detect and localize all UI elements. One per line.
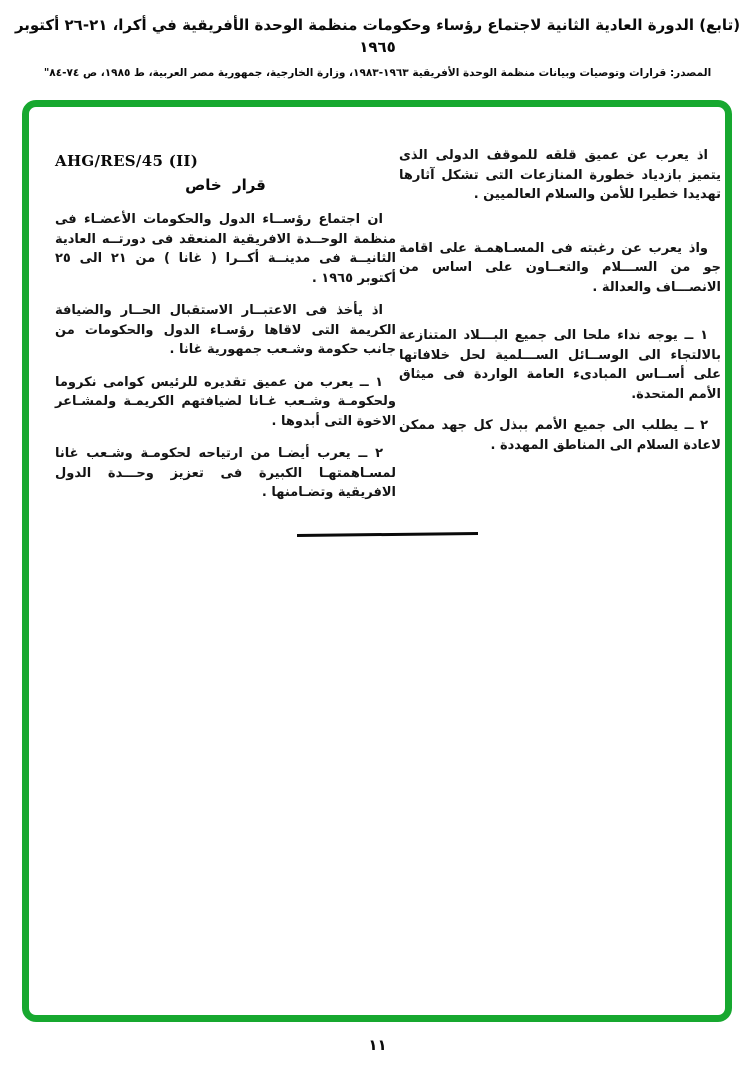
paragraph-right-3: ١ ــ يوجه نداء ملحا الى جميع البـــلاد المتنازعة بالالتجاء الى الوســائل الســـلمية لحل خلافاتها على أســاس المبادىء العامة الواردة فى ميثاق الأمم المتحدة. — [399, 328, 721, 402]
page-header — [0, 14, 755, 79]
paragraph-right-1: اذ يعرب عن عميق قلقه للموقف الدولى الذى يتميز بازدياد خطورة المنازعات التى تشكل آثارها تهديدا خطيرا للأمن والسلام العالميين . — [399, 148, 721, 202]
paragraph-right-4: ٢ ــ يطلب الى جميع الأمم ببذل كل جهد ممكن لاعادة السلام الى المناطق المهددة . — [399, 418, 721, 453]
header-source: المصدر: قرارات وتوصيات وبيانات منظمة الوحدة الأفريقية ١٩٦٣-١٩٨٣، وزارة الخارجية، جمهورية مصر العربية، ط ١٩٨٥، ص ٧٤-٨٤" — [43, 67, 712, 79]
document-reference: AHG/RES/45 (II) — [55, 152, 199, 170]
column-left — [55, 152, 396, 516]
column-right — [399, 146, 721, 455]
page-number: ١١ — [368, 1036, 387, 1054]
paragraph-left-4: ٢ ــ يعرب أيضـا من ارتياحه لحكومـة وشـعب غانا لمسـاهمتهـا الكبيرة فى تعزيز وحـــدة الدول الافريقية وتضـامنها . — [55, 446, 396, 500]
paragraph-left-2: اذ يأخذ فى الاعتبــار الاستقبال الحــار والضيافة الكريمة التى لاقاها رؤسـاء الدول والحكومات من جانب حكومة وشـعب جمهورية غانا . — [55, 303, 396, 357]
header-title: (تابع) الدورة العادية الثانية لاجتماع رؤساء وحكومات منظمة الوحدة الأفريقية في أكرا، ٢١-٢٦ أكتوبر ١٩٦٥ — [14, 16, 741, 56]
document-title: قرار خاص — [185, 176, 266, 194]
paragraph-left-1: ان اجتماع رؤســاء الدول والحكومات الأعضـاء فى منظمة الوحــدة الافريقية المنعقد فى دورتــه العادية الثانيــة فى مدينــة أكــرا ( غانا ) من ٢١ الى ٢٥ أكتوبر ١٩٦٥ . — [55, 212, 396, 286]
paragraph-left-3: ١ ــ يعرب من عميق تقديره للرئيس كوامى نكروما ولحكومـة وشـعب غـانا لضيافتهم الكريمـة ولمشـاعر الاخوة التى أبدوها . — [55, 374, 396, 429]
paragraph-right-2: واذ يعرب عن رغبته فى المسـاهمـة على اقامة جو من الســـلام والتعــاون على اساس من الانصـــاف والعدالة . — [399, 240, 721, 295]
